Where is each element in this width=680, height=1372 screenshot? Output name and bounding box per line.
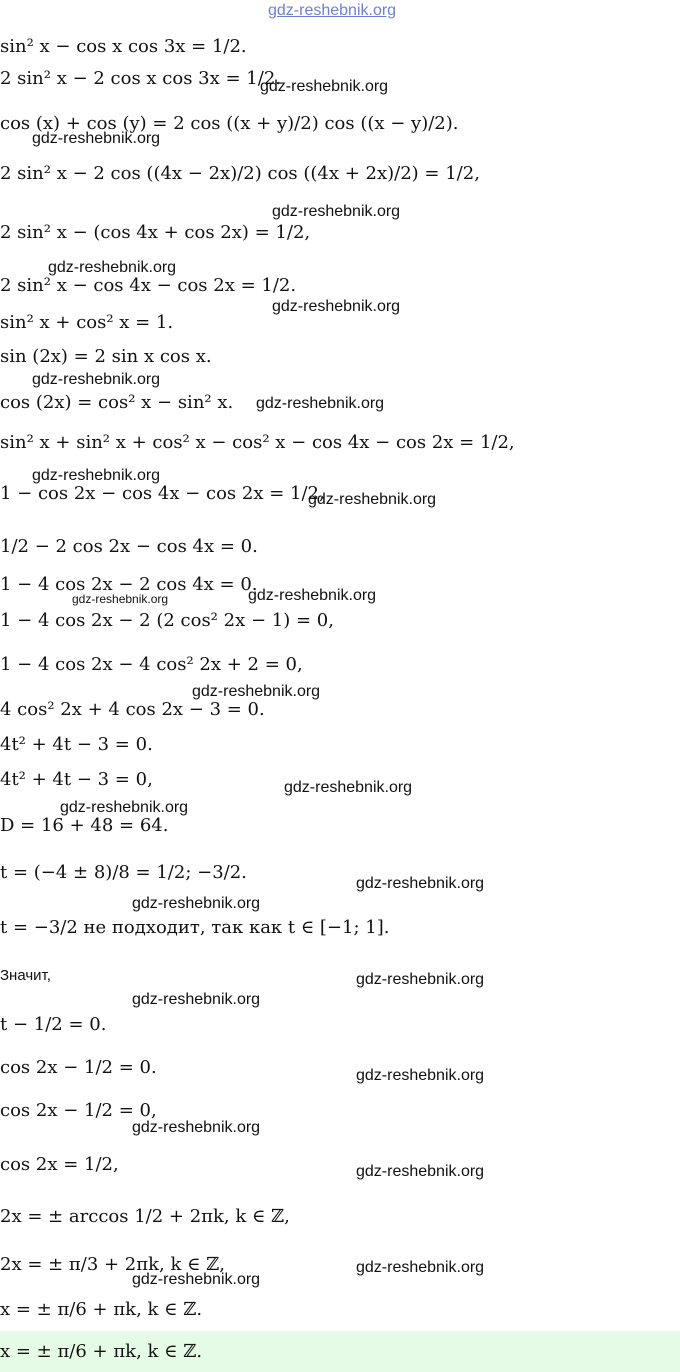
watermark: gdz-reshebnik.org — [272, 298, 401, 315]
watermark: gdz-reshebnik.org — [356, 1259, 485, 1276]
equation-line: sin² x + cos² x = 1. — [0, 312, 174, 333]
site-link[interactable]: gdz-reshebnik.org — [268, 2, 397, 19]
equation-line: 2 sin² x − (cos 4x + cos 2x) = 1/2, — [0, 222, 311, 243]
equation-line: 1 − 4 cos 2x − 4 cos² 2x + 2 = 0, — [0, 654, 303, 675]
equation-line: 2 sin² x − 2 cos ((4x − 2x)/2) cos ((4x + 2x)/2) = 1/2, — [0, 163, 480, 184]
equation-line: 4t² + 4t − 3 = 0. — [0, 734, 153, 755]
equation-line: t = (−4 ± 8)/8 = 1/2; −3/2. — [0, 862, 247, 883]
watermark: gdz-reshebnik.org — [356, 1067, 485, 1084]
equation-line: 4 cos² 2x + 4 cos 2x − 3 = 0. — [0, 699, 265, 720]
watermark: gdz-reshebnik.org — [260, 78, 389, 95]
watermark: gdz-reshebnik.org — [356, 875, 485, 892]
watermark: gdz-reshebnik.org — [48, 259, 177, 276]
watermark: gdz-reshebnik.org — [192, 683, 321, 700]
watermark: gdz-reshebnik.org — [132, 1119, 261, 1136]
equation-line: 1 − 4 cos 2x − 2 cos 4x = 0. — [0, 574, 258, 595]
watermark: gdz-reshebnik.org — [256, 395, 385, 412]
equation-line: 2x = ± π/3 + 2πk, k ∈ ℤ, — [0, 1254, 225, 1275]
watermark: gdz-reshebnik.org — [356, 1163, 485, 1180]
equation-line: t − 1/2 = 0. — [0, 1014, 107, 1035]
equation-line: t = −3/2 не подходит, так как t ∈ [−1; 1]. — [0, 917, 390, 938]
watermark: gdz-reshebnik.org — [272, 203, 401, 220]
equation-line: x = ± π/6 + πk, k ∈ ℤ. — [0, 1299, 203, 1320]
watermark: gdz-reshebnik.org — [284, 779, 413, 796]
equation-line: 1 − cos 2x − cos 4x − cos 2x = 1/2, — [0, 483, 325, 504]
watermark: gdz-reshebnik.org — [60, 799, 189, 816]
watermark: gdz-reshebnik.org — [248, 587, 377, 604]
watermark: gdz-reshebnik.org — [72, 592, 169, 606]
watermark: gdz-reshebnik.org — [356, 971, 485, 988]
equation-line: 1/2 − 2 cos 2x − cos 4x = 0. — [0, 536, 258, 557]
equation-line: 2 sin² x − cos 4x − cos 2x = 1/2. — [0, 275, 297, 296]
watermark: gdz-reshebnik.org — [132, 895, 261, 912]
equation-line: cos (2x) = cos² x − sin² x. — [0, 392, 234, 413]
equation-line: 2x = ± arccos 1/2 + 2πk, k ∈ ℤ, — [0, 1206, 290, 1227]
text-line: Значит, — [0, 967, 51, 984]
equation-line: cos 2x = 1/2, — [0, 1154, 119, 1175]
equation-line: 1 − 4 cos 2x − 2 (2 cos² 2x − 1) = 0, — [0, 610, 334, 631]
equation-line: sin (2x) = 2 sin x cos x. — [0, 346, 212, 367]
equation-line: D = 16 + 48 = 64. — [0, 815, 169, 836]
equation-line: sin² x + sin² x + cos² x − cos² x − cos 4x − cos 2x = 1/2, — [0, 432, 515, 453]
answer-line: x = ± π/6 + πk, k ∈ ℤ. — [0, 1341, 203, 1362]
watermark: gdz-reshebnik.org — [132, 991, 261, 1008]
equation-line: cos 2x − 1/2 = 0. — [0, 1057, 157, 1078]
equation-line: sin² x − cos x cos 3x = 1/2. — [0, 36, 247, 57]
equation-line: cos 2x − 1/2 = 0, — [0, 1100, 157, 1121]
watermark: gdz-reshebnik.org — [32, 371, 161, 388]
watermark: gdz-reshebnik.org — [132, 1271, 261, 1288]
equation-line: cos (x) + cos (y) = 2 cos ((x + y)/2) cos ((x − y)/2). — [0, 113, 459, 134]
watermark: gdz-reshebnik.org — [32, 467, 161, 484]
watermark: gdz-reshebnik.org — [308, 491, 437, 508]
equation-line: 4t² + 4t − 3 = 0, — [0, 769, 153, 790]
watermark: gdz-reshebnik.org — [32, 130, 161, 147]
equation-line: 2 sin² x − 2 cos x cos 3x = 1/2. — [0, 68, 281, 89]
